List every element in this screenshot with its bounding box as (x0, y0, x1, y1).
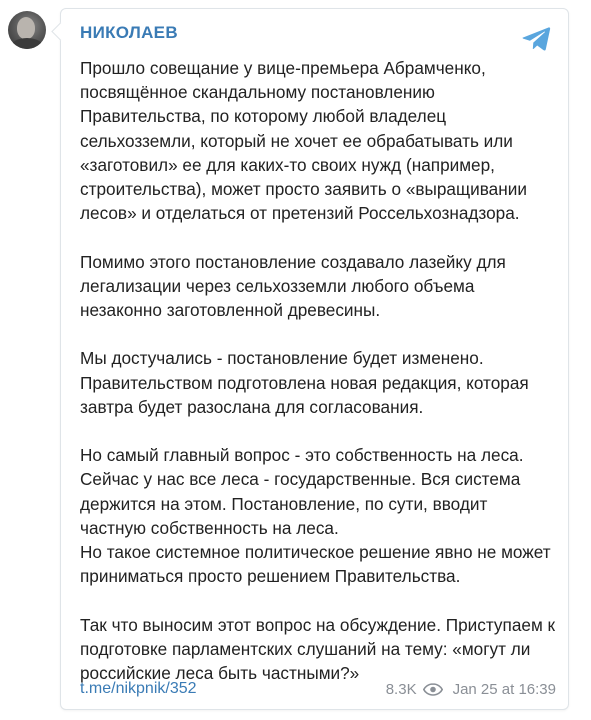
post-link[interactable]: t.me/nikpnik/352 (80, 680, 197, 697)
avatar-face (17, 17, 35, 39)
post-text: Прошло совещание у вице-премьера Абрамченко, посвящённое скандальному постановлению Правительства, по которому любой владелец сельхозземли, который не хочет ее обрабатывать или «заготовил» ее для каких-то своих нужд (например, строительства), может просто заявить о «выращивании лесов» и отделаться от претензий Россельхознадзора. Помимо этого постановление создавало лазейку для легализации через сельхозземли любого объема незаконно заготовленной древесины. Мы достучались - постановление будет изменено. Правительством подготовлена новая редакция, которая завтра будет разослана для согласования. Но самый главный вопрос - это собственность на леса. Сейчас у нас все леса - государственные. Вся система держится на этом. Постановление, по сути, вводит частную собственность на леса. Но такое системное политическое решение явно не может приниматься просто решением Правительства. Так что выносим этот вопрос на обсуждение. Приступаем к подготовке парламентских слушаний на тему: «могут ли российские леса быть частными?» (80, 58, 556, 684)
post-date[interactable]: Jan 25 at 16:39 (452, 681, 556, 698)
post-meta (386, 681, 556, 698)
eye-icon (423, 683, 443, 696)
views-count: 8.3K (385, 681, 417, 698)
channel-avatar[interactable] (8, 11, 46, 49)
telegram-icon[interactable] (521, 26, 551, 52)
channel-name[interactable]: НИКОЛАЕВ (80, 23, 178, 42)
avatar-shoulders (10, 38, 44, 49)
post-card (60, 8, 569, 710)
